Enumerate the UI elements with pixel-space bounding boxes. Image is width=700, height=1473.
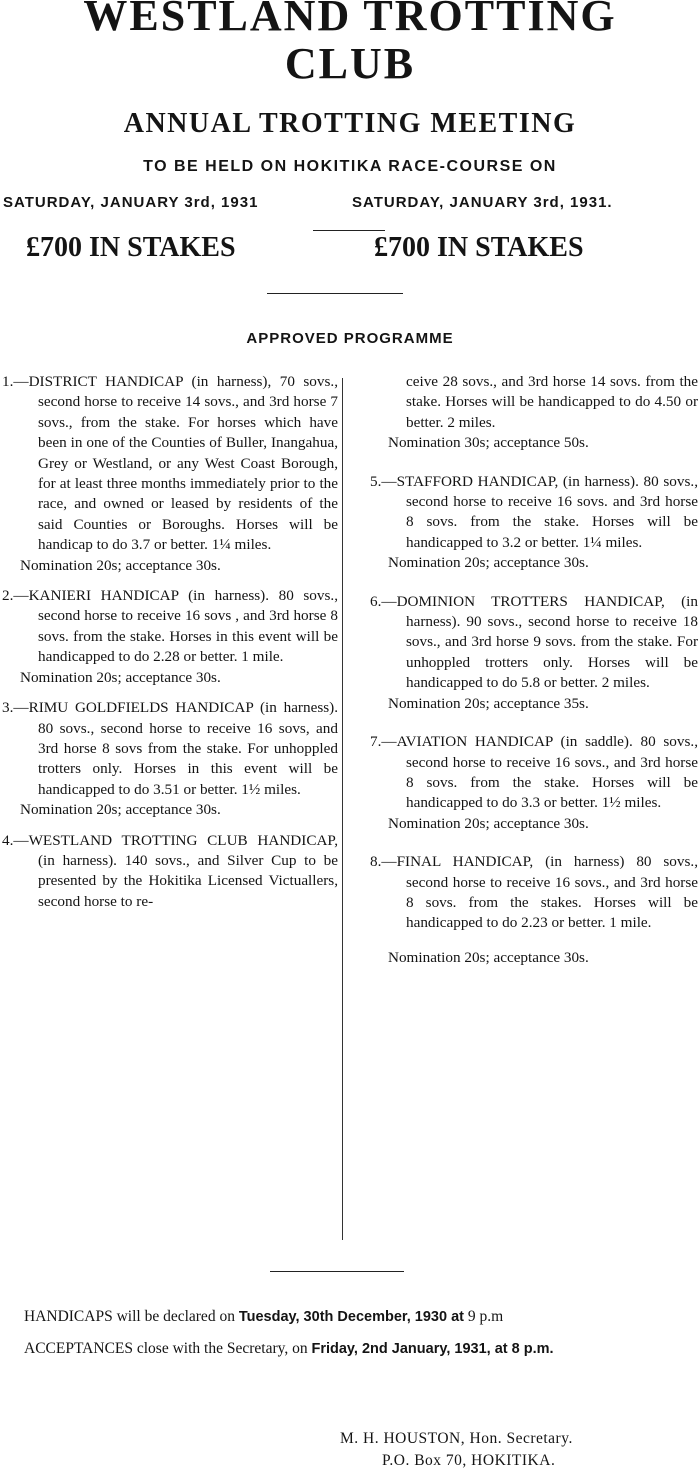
club-title-line2: CLUB [284,39,416,88]
divider-rule [267,293,403,294]
secretary-name: M. H. HOUSTON, Hon. Secretary. [340,1430,573,1447]
race-text: 6.—DOMINION TROTTERS HANDICAP, (in harness). 90 sovs., second horse to receive 18 sovs., and 3rd horse 9 sovs. from the stake. For unhoppled trotters only. Horses will be handicapped to do 5.8 or better. 2 miles. [370,592,698,692]
acceptances-prefix: ACCEPTANCES close with the Secretary, on [24,1340,308,1357]
secretary-address: P.O. Box 70, HOKITIKA. [382,1452,556,1469]
race-fees: Nomination 20s; acceptance 30s. [388,948,589,966]
programme-left-column [0,372,338,912]
acceptances-notice [24,1338,660,1360]
date-right: SATURDAY, JANUARY 3rd, 1931. [352,194,613,211]
race-fees: Nomination 30s; acceptance 50s. [388,434,589,452]
race-fees: Nomination 20s; acceptance 30s. [20,556,221,574]
club-title-line1: WESTLAND TROTTING [83,0,617,40]
race-item [0,372,338,576]
programme-heading: APPROVED PROGRAMME [246,330,454,347]
handicaps-notice [24,1306,660,1328]
race-item [368,372,698,454]
race-text: 5.—STAFFORD HANDICAP, (in harness). 80 sovs., second horse to receive 16 sovs. and 3rd horse 8 sovs. from the stake. Horses will be handicapped to 3.2 or better. 1¼ miles. [370,472,698,551]
programme-right-column [368,372,698,968]
race-text: 3.—RIMU GOLDFIELDS HANDICAP (in harness). 80 sovs., second horse to receive 16 sovs, and 3rd horse 8 sovs from the stake. For unhoppled trotters only. Horses in this event will be handicapped to do 3.51 or better. 1½ miles. [2,699,338,798]
stakes-left: £700 IN STAKES [26,232,236,263]
race-item [368,472,698,574]
race-item [368,852,698,968]
handicaps-prefix: HANDICAPS will be declared on [24,1308,235,1325]
race-fees: Nomination 20s; acceptance 35s. [388,694,589,712]
race-text: 7.—AVIATION HANDICAP (in saddle). 80 sovs., second horse to receive 16 sovs., and 3rd horse 8 sovs. from the stake. Horses will be handicapped to do 3.3 or better. 1½ miles. [370,733,698,812]
divider-rule [313,230,385,231]
race-item [0,831,338,913]
signature-block [340,1428,573,1472]
race-text: 8.—FINAL HANDICAP, (in harness) 80 sovs., second horse to receive 16 sovs., and 3rd horse 8 sovs. from the stakes. Horses will be handicapped to do 2.23 or better. 1 mile. [370,853,698,932]
race-fees: Nomination 20s; acceptance 30s. [388,814,589,832]
acceptances-date: Friday, 2nd January, 1931, at 8 p.m. [311,1341,554,1357]
meeting-subtitle: ANNUAL TROTTING MEETING [123,108,577,139]
race-text: ceive 28 sovs., and 3rd horse 14 sovs. from the stake. Horses will be handicapped to do 4.50 or better. 2 miles. [406,373,698,431]
date-left: SATURDAY, JANUARY 3rd, 1931 [3,194,259,211]
race-item [0,698,338,820]
footer-notices [24,1306,660,1370]
handicaps-date: Tuesday, 30th December, 1930 at [238,1309,464,1325]
column-divider [342,378,343,1240]
race-fees: Nomination 20s; acceptance 30s. [388,554,589,572]
race-item [0,586,338,688]
handicaps-time: 9 p.m [467,1308,504,1325]
race-text: 1.—DISTRICT HANDICAP (in harness), 70 sovs., second horse to receive 14 sovs., and 3rd horse 7 sovs., from the stake. For horses which have been in one of the Counties of Buller, Inangahua, Grey or Westland, or any West Coast Borough, for at least three months immediately prior to the race, and owned or leased by residents of the said Counties or Boroughs. Horses will be handicap to do 3.7 or better. 1¼ miles. [2,373,338,554]
race-text: 4.—WESTLAND TROTTING CLUB HANDICAP, (in harness). 140 sovs., and Silver Cup to be presented by the Hokitika Licensed Victuallers, second horse to re- [2,831,338,910]
divider-rule [270,1271,404,1272]
race-item [368,592,698,714]
race-fees: Nomination 20s; acceptance 30s. [20,801,221,819]
race-item [368,732,698,834]
stakes-right: £700 IN STAKES [374,232,584,263]
race-fees: Nomination 20s; acceptance 30s. [20,668,221,686]
race-text: 2.—KANIERI HANDICAP (in harness). 80 sovs., second horse to receive 16 sovs , and 3rd horse 8 sovs. from the stake. Horses in this event will be handicapped to do 2.28 or better. 1 mile. [2,587,338,666]
venue-line: TO BE HELD ON HOKITIKA RACE-COURSE ON [143,158,557,175]
